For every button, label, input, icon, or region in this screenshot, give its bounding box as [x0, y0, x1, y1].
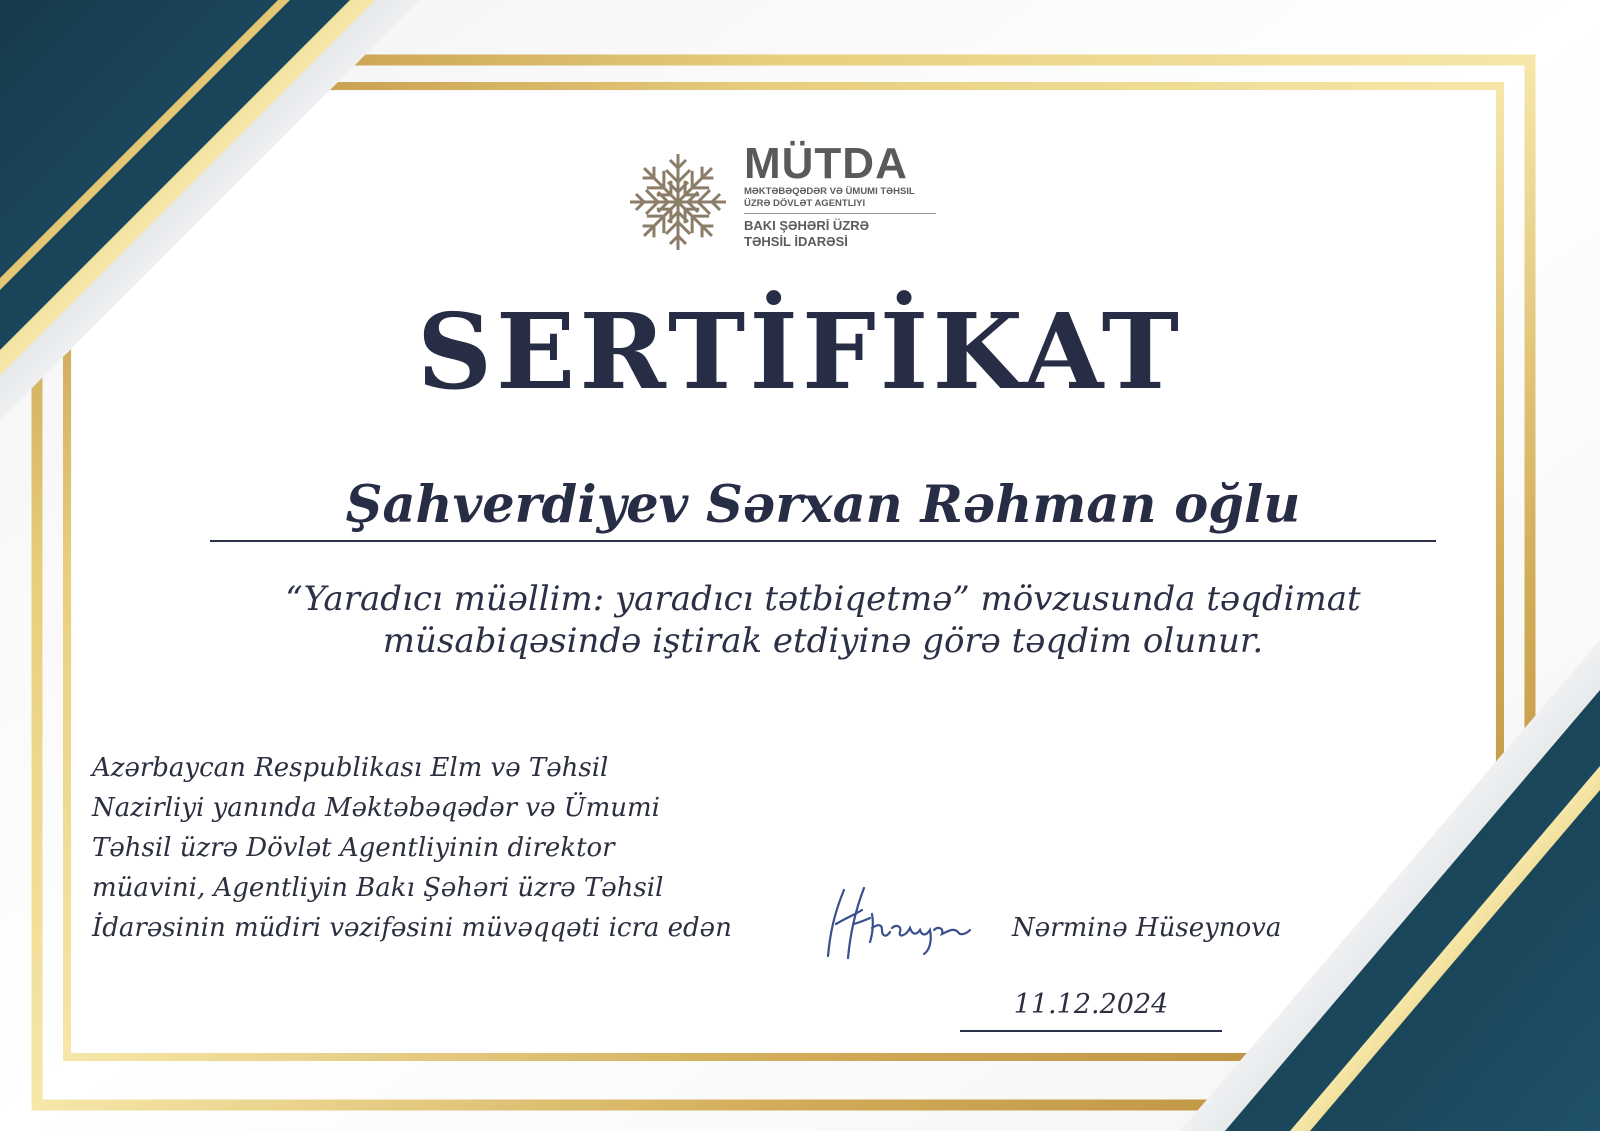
logo-office-2: TƏHSİL İDARƏSİ: [744, 234, 848, 249]
logo-subtitle-2: ÜZRƏ DÖVLƏT AGENTLIYI: [744, 198, 866, 209]
logo-divider: [744, 213, 936, 214]
logo-text: [744, 139, 944, 250]
handwritten-signature: [826, 884, 996, 964]
logo-title: MÜTDA: [744, 139, 908, 188]
recipient-underline: [210, 540, 1436, 542]
logo-office-1: BAKI ŞƏHƏRİ ÜZRƏ: [744, 218, 870, 233]
certificate-date: 11.12.2024: [1013, 989, 1169, 1020]
certificate-description: “Yaradıcı müəllim: yaradıcı tətbiqetmə” mövzusunda təqdimat müsabiqəsində iştirak etdiyinə görə təqdim olunur.: [285, 579, 1361, 661]
signer-position-line: müavini, Agentliyin Bakı Şəhəri üzrə Təhsil: [92, 873, 664, 903]
signer-position: [92, 748, 812, 948]
recipient-name: Şahverdiyev Sərxan Rəhman oğlu: [345, 475, 1301, 535]
mutda-emblem-icon: [622, 146, 734, 258]
signer-position-line: Azərbaycan Respublikası Elm və Təhsil: [92, 753, 609, 783]
certificate-title: SERTİFİKAT: [416, 290, 1184, 413]
logo-subtitle-1: MƏKTƏBƏQƏDƏR VƏ ÜMUMI TƏHSIL: [744, 186, 915, 197]
signer-position-line: Təhsil üzrə Dövlət Agentliyinin direktor: [92, 833, 615, 863]
signer-name: Nərminə Hüseynova: [1012, 913, 1282, 943]
signer-position-line: Nazirliyi yanında Məktəbəqədər və Ümumi: [92, 793, 661, 823]
signer-position-line: İdarəsinin müdiri vəzifəsini müvəqqəti icra edən: [92, 913, 732, 943]
date-underline: [960, 1030, 1222, 1032]
mutda-logo: [622, 139, 942, 262]
